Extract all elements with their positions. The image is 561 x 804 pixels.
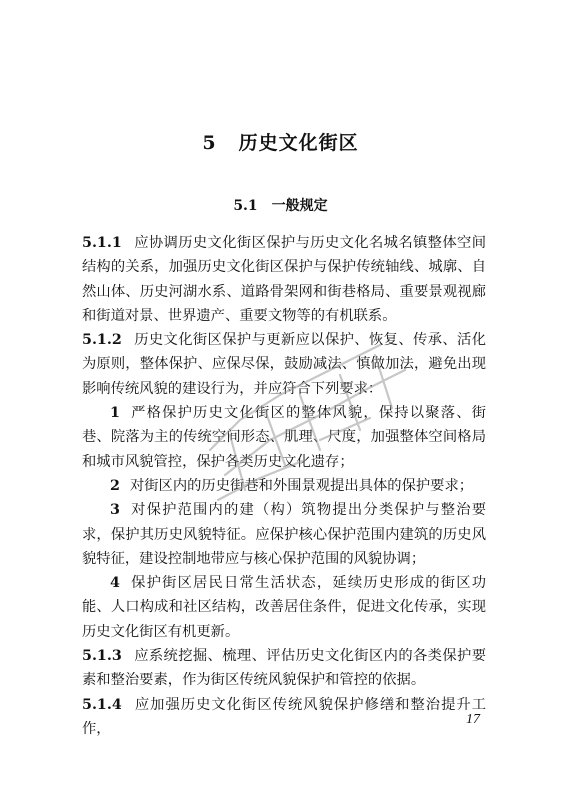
clause-number: 5.1.2	[82, 332, 122, 349]
list-item	[82, 474, 486, 498]
clause-number: 5.1.4	[82, 696, 122, 713]
item-number: 1	[110, 405, 120, 422]
clause-text: 应协调历史文化街区保护与历史文化名城名镇整体空间结构的关系，加强历史文化街区保护与保护传统轴线、城廓、自然山体、历史河湖水系、道路骨架网和街巷格局、重要景观视廊和街道对景、世界遗产、重要文物等的有机联系。	[82, 235, 486, 324]
clause-number: 5.1.3	[82, 648, 122, 665]
clause-text: 应系统挖掘、梳理、评估历史文化街区内的各类保护要素和整治要素，作为街区传统风貌保护和管控的依据。	[82, 648, 486, 689]
item-number: 3	[110, 502, 120, 519]
item-text: 保护街区居民日常生活状态，延续历史形成的街区功能、人口构成和社区结构，改善居住条件，促进文化传承，实现历史文化街区有机更新。	[82, 575, 486, 640]
chapter-title-text: 历史文化街区	[238, 132, 359, 154]
item-text: 对保护范围内的建（构）筑物提出分类保护与整治要求，保护其历史风貌特征。应保护核心保护范围内建筑的历史风貌特征，建设控制地带应与核心保护范围的风貌协调；	[82, 502, 486, 567]
item-number: 4	[110, 575, 120, 592]
page-number: 17	[466, 712, 480, 727]
chapter-number: 5	[202, 132, 217, 154]
clause-5-1-3	[82, 644, 486, 693]
clause-number: 5.1.1	[82, 235, 122, 251]
clause-5-1-1	[82, 231, 486, 328]
list-item	[82, 401, 486, 474]
body-text	[82, 231, 486, 741]
clause-text: 应加强历史文化街区传统风貌保护修缮和整治提升工作，	[82, 696, 486, 737]
section-title-text: 一般规定	[271, 198, 328, 214]
section-number: 5.1	[233, 198, 258, 214]
section-title	[0, 195, 561, 215]
item-text: 对街区内的历史街巷和外围景观提出具体的保护要求；	[129, 477, 474, 494]
clause-5-1-4	[82, 693, 486, 742]
clause-text: 历史文化街区保护与更新应以保护、恢复、传承、活化为原则，整体保护、应保尽保，鼓励减法、慎做加法，避免出现影响传统风貌的建设行为，并应符合下列要求：	[82, 332, 486, 397]
item-number: 2	[110, 477, 120, 494]
list-item	[82, 498, 486, 571]
clause-5-1-2	[82, 328, 486, 401]
list-item	[82, 571, 486, 644]
chapter-title	[0, 128, 561, 155]
item-text: 严格保护历史文化街区的整体风貌，保持以聚落、街巷、院落为主的传统空间形态、肌理、尺度，加强整体空间格局和城市风貌管控，保护各类历史文化遗存；	[82, 405, 486, 470]
